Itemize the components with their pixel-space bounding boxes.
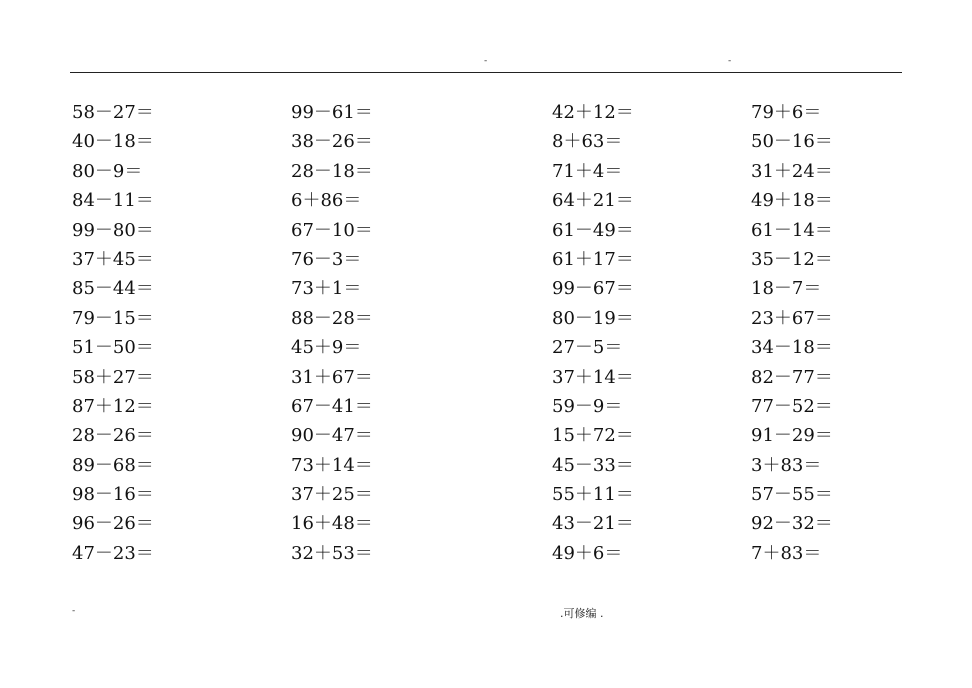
arithmetic-problem: 79＋6＝ [751, 102, 822, 123]
arithmetic-problem: 96－26＝ [72, 513, 154, 535]
arithmetic-problem: 35－12＝ [751, 248, 833, 270]
arithmetic-problem: 80－9＝ [72, 160, 143, 182]
arithmetic-problem: 58＋27＝ [72, 366, 154, 388]
arithmetic-problem: 47－23＝ [72, 542, 154, 564]
arithmetic-problem: 49＋18＝ [751, 190, 833, 212]
arithmetic-problem: 61＋17＝ [552, 248, 634, 270]
arithmetic-problem: 88－28＝ [291, 307, 373, 329]
arithmetic-problem: 67－41＝ [291, 395, 373, 417]
arithmetic-problem: 45－33＝ [552, 454, 634, 476]
arithmetic-problem: 42＋12＝ [552, 102, 634, 123]
arithmetic-problem: 58－27＝ [72, 102, 154, 123]
arithmetic-problem: 43－21＝ [552, 513, 634, 535]
header-rule [70, 72, 902, 73]
arithmetic-problem: 98－16＝ [72, 484, 154, 506]
arithmetic-problem: 76－3＝ [291, 248, 362, 270]
problem-column-4 [751, 98, 833, 568]
arithmetic-problem: 51－50＝ [72, 337, 154, 359]
arithmetic-problem: 15＋72＝ [552, 425, 634, 447]
arithmetic-problem: 40－18＝ [72, 131, 154, 153]
arithmetic-problem: 71＋4＝ [552, 160, 623, 182]
arithmetic-problem: 73＋14＝ [291, 454, 373, 476]
arithmetic-problem: 79－15＝ [72, 307, 154, 329]
arithmetic-problem: 99－80＝ [72, 219, 154, 241]
arithmetic-problem: 67－10＝ [291, 219, 373, 241]
footer-editable-note: .可修编 . [560, 607, 604, 620]
arithmetic-problem: 84－11＝ [72, 190, 154, 212]
arithmetic-problem: 80－19＝ [552, 307, 634, 329]
arithmetic-problem: 92－32＝ [751, 513, 833, 535]
arithmetic-problem: 7＋83＝ [751, 542, 822, 564]
arithmetic-problem: 61－14＝ [751, 219, 833, 241]
arithmetic-problem: 31＋24＝ [751, 160, 833, 182]
arithmetic-problem: 27－5＝ [552, 337, 623, 359]
arithmetic-problem: 28－18＝ [291, 160, 373, 182]
arithmetic-problem: 82－77＝ [751, 366, 833, 388]
arithmetic-problem: 87＋12＝ [72, 395, 154, 417]
arithmetic-problem: 91－29＝ [751, 425, 833, 447]
footer-mark: - [72, 606, 76, 616]
arithmetic-problem: 64＋21＝ [552, 190, 634, 212]
arithmetic-problem: 37＋45＝ [72, 248, 154, 270]
arithmetic-problem: 23＋67＝ [751, 307, 833, 329]
arithmetic-problem: 90－47＝ [291, 425, 373, 447]
arithmetic-problem: 77－52＝ [751, 395, 833, 417]
problem-column-1 [72, 98, 154, 568]
arithmetic-problem: 50－16＝ [751, 131, 833, 153]
arithmetic-problem: 18－7＝ [751, 278, 822, 300]
arithmetic-problem: 28－26＝ [72, 425, 154, 447]
arithmetic-problem: 55＋11＝ [552, 484, 634, 506]
arithmetic-problem: 99－61＝ [291, 102, 373, 123]
arithmetic-problem: 59－9＝ [552, 395, 623, 417]
arithmetic-problem: 99－67＝ [552, 278, 634, 300]
arithmetic-problem: 6＋86＝ [291, 190, 362, 212]
arithmetic-problem: 16＋48＝ [291, 513, 373, 535]
problem-column-2 [291, 98, 373, 568]
header-mark: - [728, 56, 732, 66]
arithmetic-problem: 37＋14＝ [552, 366, 634, 388]
arithmetic-problem: 73＋1＝ [291, 278, 362, 300]
arithmetic-problem: 32＋53＝ [291, 542, 373, 564]
arithmetic-problem: 85－44＝ [72, 278, 154, 300]
arithmetic-problem: 37＋25＝ [291, 484, 373, 506]
arithmetic-problem: 61－49＝ [552, 219, 634, 241]
arithmetic-problem: 8＋63＝ [552, 131, 623, 153]
problem-column-3 [552, 98, 634, 568]
arithmetic-problem: 3＋83＝ [751, 454, 822, 476]
arithmetic-problem: 45＋9＝ [291, 337, 362, 359]
arithmetic-problem: 49＋6＝ [552, 542, 623, 564]
arithmetic-problem: 38－26＝ [291, 131, 373, 153]
arithmetic-problem: 89－68＝ [72, 454, 154, 476]
arithmetic-problem: 34－18＝ [751, 337, 833, 359]
arithmetic-problem: 31＋67＝ [291, 366, 373, 388]
header-mark: - [484, 56, 488, 66]
arithmetic-problem: 57－55＝ [751, 484, 833, 506]
